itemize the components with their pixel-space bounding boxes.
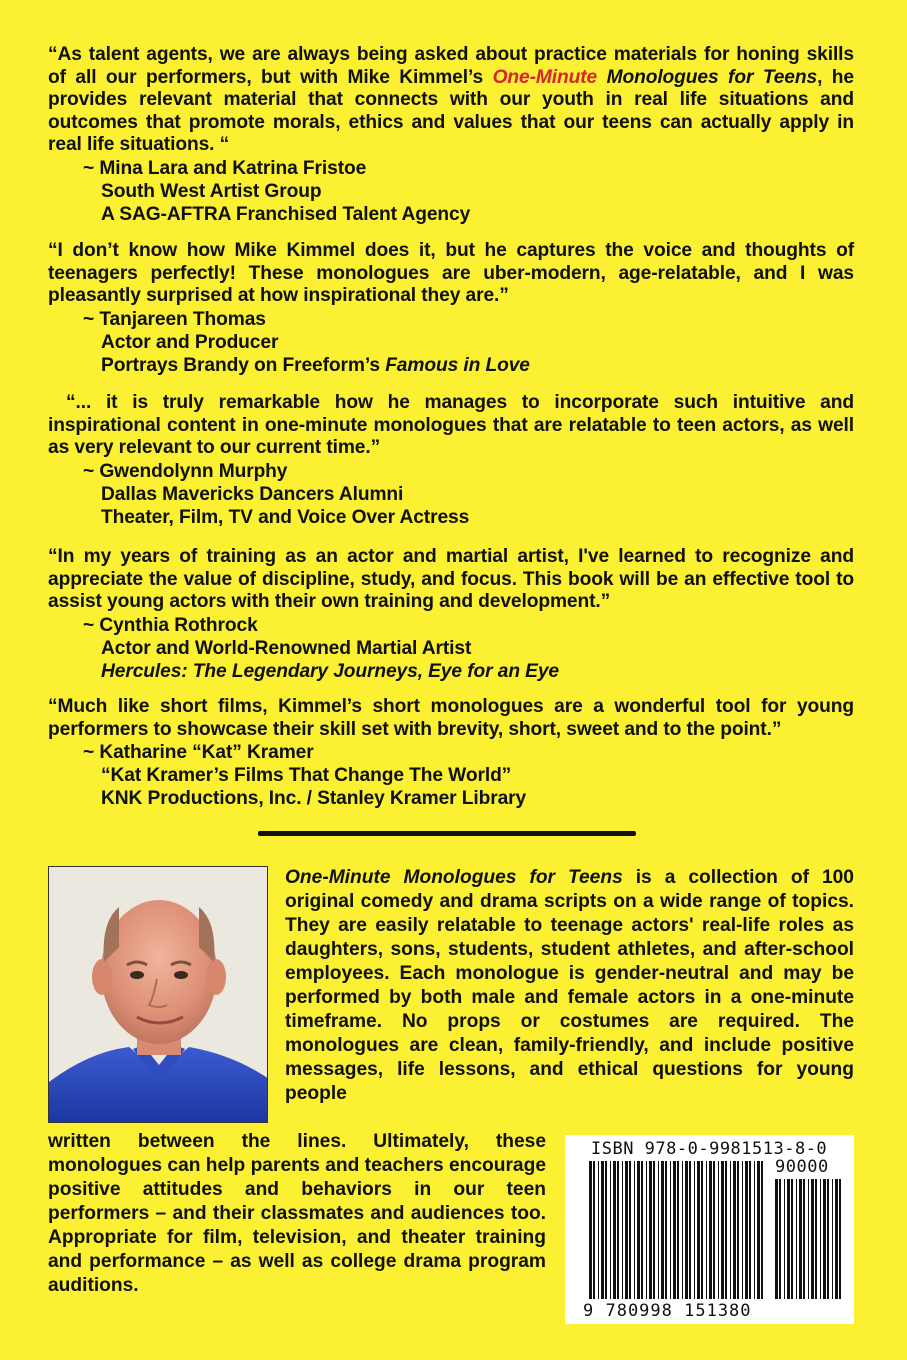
quote-1-author: ~ Mina Lara and Katrina Fristoe [83,157,367,179]
barcode-bar [730,1161,731,1299]
barcode-bar [823,1179,826,1299]
barcode-bar [701,1161,703,1299]
barcode-bar [808,1179,809,1299]
book-title-italic: One-Minute Monologues for Teens [285,867,623,888]
quote-5 [48,696,854,810]
quote-4-credits: Hercules: The Legendary Journeys, Eye for an Eye [101,660,560,682]
quote-3-affiliation-2: Theater, Film, TV and Voice Over Actress [101,506,470,528]
barcode-bar [598,1161,599,1299]
quote-4-affiliation-1: Actor and World-Renowned Martial Artist [101,637,472,659]
description-text-2: written between the lines. Ultimately, these monologues can help parents and teachers encourage positive attitudes and behaviors in our teen performers – and their classmates and audiences too. Appropriate for film, television, and theater training and performance – as well as college drama program auditions. [48,1131,546,1296]
barcode-bar [725,1161,727,1299]
barcode-bar [820,1179,821,1299]
quote-1-title-italic: Monologues for Teens [597,66,818,88]
barcode-bar [689,1161,691,1299]
barcode-bar [754,1161,755,1299]
quote-3-affiliation-1: Dallas Mavericks Dancers Alumni [101,483,404,505]
barcode-bar [721,1161,724,1299]
barcode-bar [694,1161,695,1299]
barcode-bar [815,1179,817,1299]
quote-1-attribution [83,157,854,226]
quote-3 [48,392,854,529]
description-text-1: is a collection of 100 original comedy and drama scripts on a wide range of topics. They are easily relatable to teenage actors' real-life roles as daughters, sons, students, student athletes, and after-school employees. Each monologue is gender-neutral and may be performed by both male and female actors in a one-minute timeframe. No props or costumes are required. The monologues are clean, family-friendly, and include positive messages, life lessons, and ethical questions for young people [285,867,854,1104]
barcode-bar [787,1179,790,1299]
barcode-bar [617,1161,619,1299]
barcode-bar [709,1161,712,1299]
barcode-bar [799,1179,802,1299]
author-portrait-illustration [49,867,268,1123]
barcode-bar [713,1161,715,1299]
quote-1-affiliation-2: A SAG-AFTRA Franchised Talent Agency [101,203,471,225]
author-photo [48,866,268,1123]
barcode-bar [661,1161,664,1299]
quote-4-text: “In my years of training as an actor and martial artist, I've learned to recognize and appreciate the value of discipline, study, and focus. This book will be an effective tool to assist young actors with their own training and development.” [48,546,854,613]
barcode-bar [677,1161,679,1299]
barcode-bar [839,1179,841,1299]
barcode-bar [737,1161,739,1299]
barcode-bar [610,1161,611,1299]
isbn-barcode [565,1135,854,1324]
quote-5-attribution [83,741,854,810]
barcode-bar [697,1161,700,1299]
barcode-bar [718,1161,719,1299]
barcode-bar [796,1179,797,1299]
barcode-bar [641,1161,643,1299]
barcode-bar [811,1179,814,1299]
quote-2-affiliation-1: Actor and Producer [101,331,279,353]
quote-2-show-title: Famous in Love [385,354,530,376]
barcode-bar [665,1161,667,1299]
price-code: 90000 [775,1157,829,1177]
barcode-bar [673,1161,676,1299]
barcode-bar [779,1179,781,1299]
barcode-bar [649,1161,652,1299]
barcode-bar [685,1161,688,1299]
barcode-bar [832,1179,833,1299]
barcode-bar [733,1161,736,1299]
barcode-bar [745,1161,748,1299]
quote-1 [48,44,854,226]
barcode-bar [601,1161,604,1299]
quote-3-text: “... it is truly remarkable how he manages to incorporate such intuitive and inspirational content in one-minute monologues that are relatable to teen actors, as well as very relevant to our current time.” [48,392,854,459]
book-description-part-1 [285,866,854,1106]
barcode-bar [835,1179,838,1299]
barcode-bar [634,1161,635,1299]
barcode-bar [670,1161,671,1299]
barcode-bar [791,1179,793,1299]
barcode-bar [706,1161,707,1299]
barcode-bar [622,1161,623,1299]
barcode-bar [605,1161,607,1299]
barcode-bar [625,1161,628,1299]
barcode-bar [613,1161,616,1299]
quote-2-text: “I don’t know how Mike Kimmel does it, but he captures the voice and thoughts of teenagers perfectly! These monologues are uber-modern, age-relatable, and I was pleasantly surprised at how inspirational they are.” [48,240,854,307]
book-description-part-2 [48,1130,546,1298]
barcode-bar [775,1179,778,1299]
barcode-bar [593,1161,595,1299]
barcode-bar [646,1161,647,1299]
barcode-bar [742,1161,743,1299]
barcode-bar [749,1161,751,1299]
quote-2-author: ~ Tanjareen Thomas [83,308,266,330]
quote-1-text-start: “As talent agents, we are always being asked about practice materials for honing skills of all our performers, but with Mike Kimmel’s [48,44,854,88]
quote-3-attribution [83,460,854,529]
quote-5-text: “Much like short films, Kimmel’s short monologues are a wonderful tool for young performers to showcase their skill set with brevity, short, sweet and to the point.” [48,696,854,740]
quote-5-affiliation-1: “Kat Kramer’s Films That Change The World” [101,765,512,787]
quote-1-text-end: , he provides relevant material that connects with our youth in real life situations and outcomes that promote morals, ethics and values that our teens can actually apply in real life situations. “ [48,66,854,156]
quote-2-affiliation-2 [83,354,854,377]
isbn-number: ISBN 978-0-9981513-8-0 [591,1139,828,1159]
barcode-bar [784,1179,785,1299]
barcode-bar [653,1161,655,1299]
quote-4-author: ~ Cynthia Rothrock [83,614,258,636]
barcode-bars [565,1135,854,1324]
quote-5-affiliation-2: KNK Productions, Inc. / Stanley Kramer Library [101,788,527,810]
section-divider [258,831,636,836]
barcode-bar [637,1161,640,1299]
barcode-bar [658,1161,659,1299]
quote-5-author: ~ Katharine “Kat” Kramer [83,742,314,764]
barcode-bar [682,1161,683,1299]
quote-2-attribution [83,308,854,377]
barcode-bar [803,1179,805,1299]
barcode-bar [589,1161,592,1299]
quote-2 [48,240,854,377]
quote-1-affiliation-1: South West Artist Group [101,180,322,202]
ean-number: 9 780998 151380 [583,1301,752,1321]
barcode-bar [761,1161,763,1299]
barcode-bar [757,1161,760,1299]
quote-1-title-red: One-Minute [492,66,598,88]
quote-4 [48,546,854,683]
quote-4-attribution [83,614,854,683]
barcode-bar [827,1179,829,1299]
barcode-bar [629,1161,631,1299]
quote-3-author: ~ Gwendolynn Murphy [83,460,288,482]
quote-2-affiliation-2-prefix: Portrays Brandy on Freeform’s [101,354,386,376]
